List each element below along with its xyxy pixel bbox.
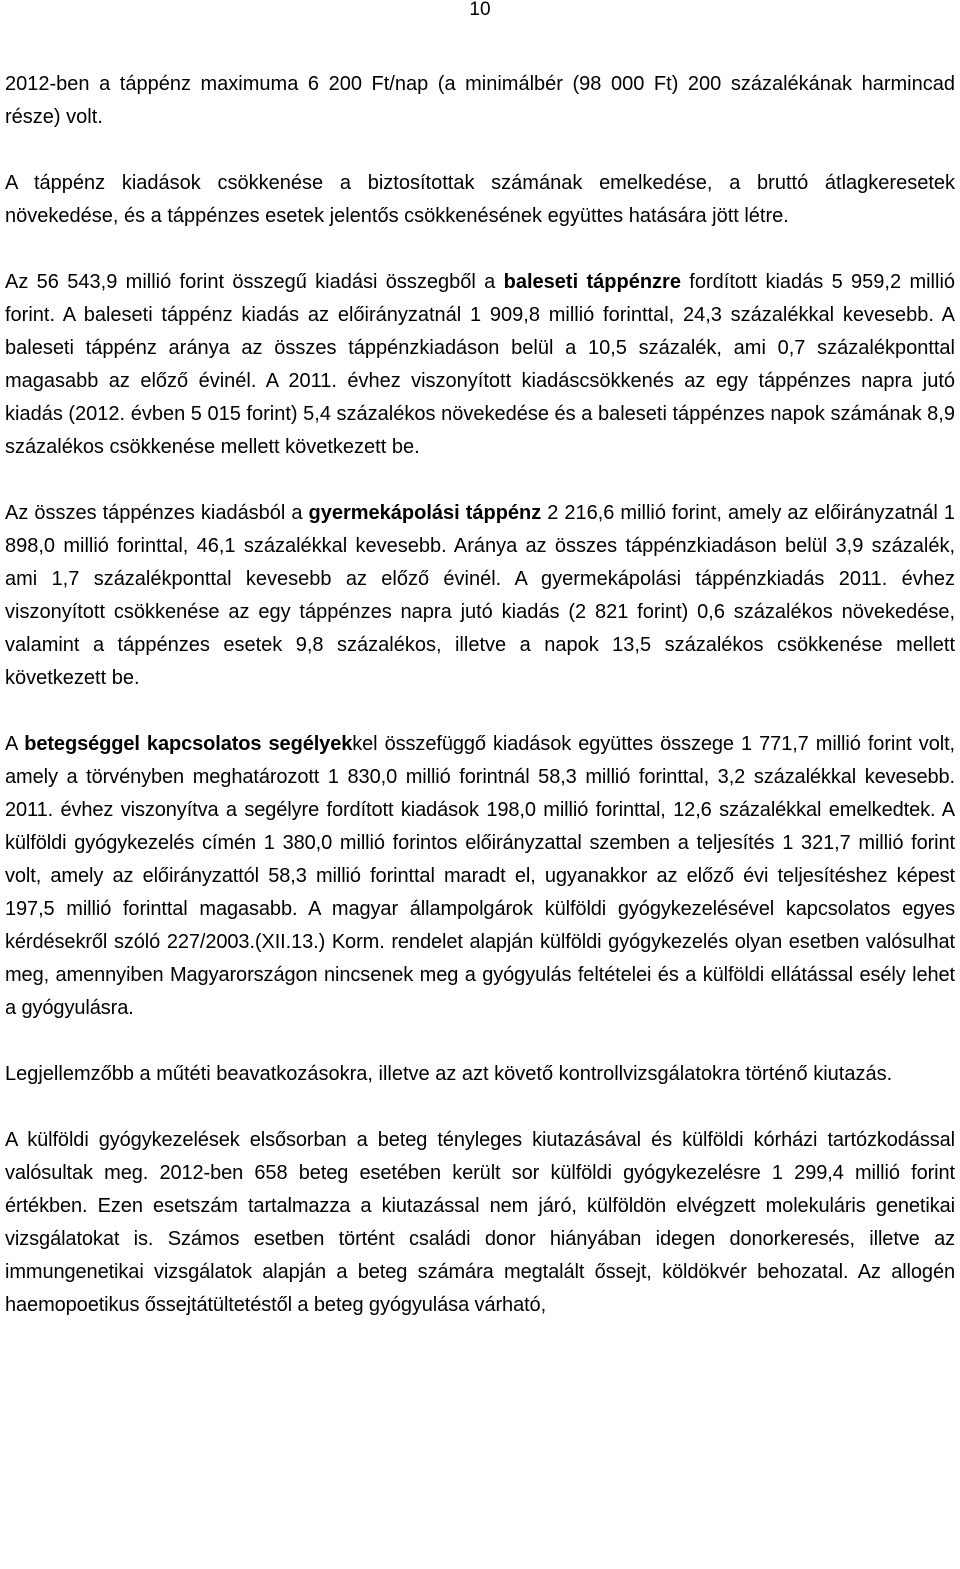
paragraph-text: A külföldi gyógykezelések elsősorban a beteg tényleges kiutazásával és külföldi kórházi tartózkodással valósultak meg. 2012-ben 658 beteg esetében került sor külföldi gyógykezelésre 1 299,4 millió forint értékben. Ezen esetszám tartalmazza a kiutazással nem járó, külföldön elvégzett molekuláris genetikai vizsgálatokat is. Számos esetben történt családi donor hiányában idegen donorkeresés, illetve az immungenetikai vizsgálatok alapján a beteg számára megtalált őssejt, köldökvér behozatal. Az allogén haemopoetikus őssejtátültetéstől a beteg gyógyulása várható,: [5, 1129, 955, 1316]
paragraph-childcare-sick-pay: [5, 497, 955, 695]
paragraph-text: A: [5, 733, 25, 755]
paragraph-text: 2 216,6 millió forint, amely az előirányzatnál 1 898,0 millió forinttal, 46,1 százalékkal kevesebb. Aránya az összes táppénzkiadáson belül 3,9 százalék, ami 1,7 százalékponttal kevesebb az előző évinél. A gyermekápolási táppénzkiadás 2011. évhez viszonyított csökkenése az egy táppénzes napra jutó kiadás (2 821 forint) 0,6 százalékos növekedése, valamint a táppénzes esetek 9,8 százalékos, illetve a napok 13,5 százalékos csökkenése mellett következett be.: [5, 502, 955, 689]
paragraph-sick-pay-decrease: [5, 167, 955, 233]
page-number: 10: [469, 0, 491, 20]
paragraph-surgery-travel: [5, 1058, 955, 1091]
paragraph-text: kel összefüggő kiadások együttes összege 1 771,7 millió forint volt, amely a törvényben meghatározott 1 830,0 millió forintnál 58,3 millió forinttal, 3,2 százalékkal kevesebb. 2011. évhez viszonyítva a segélyre fordított kiadások 198,0 millió forinttal, 12,6 százalékkal emelkedtek. A külföldi gyógykezelés címén 1 380,0 millió forintos előirányzattal szemben a teljesítés 1 321,7 millió forint volt, amely az előirányzattól 58,3 millió forinttal maradt el, ugyanakkor az előző évi teljesítéshez képest 197,5 millió forinttal magasabb. A magyar állampolgárok külföldi gyógykezelésével kapcsolatos egyes kérdésekről szóló 227/2003.(XII.13.) Korm. rendelet alapján külföldi gyógykezelés olyan esetben valósulhat meg, amennyiben Magyarországon nincsenek meg a gyógyulás feltételei és a külföldi ellátással esély lehet a gyógyulásra.: [5, 733, 955, 1019]
paragraph-sick-pay-maximum: [5, 68, 955, 134]
paragraph-accident-sick-pay: [5, 266, 955, 464]
paragraph-text: 2012-ben a táppénz maximuma 6 200 Ft/nap (a minimálbér (98 000 Ft) 200 százalékának harmincad része) volt.: [5, 73, 955, 128]
emphasis-accident-sick-pay: baleseti táppénzre: [503, 271, 681, 293]
emphasis-childcare-sick-pay: gyermekápolási táppénz: [308, 502, 542, 524]
paragraph-foreign-treatment: [5, 1124, 955, 1322]
paragraph-text: Az 56 543,9 millió forint összegű kiadási összegből a: [5, 271, 504, 293]
paragraph-illness-aid: [5, 728, 955, 1025]
paragraph-text: Legjellemzőbb a műtéti beavatkozásokra, illetve az azt követő kontrollvizsgálatokra történő kiutazás.: [5, 1063, 893, 1085]
emphasis-illness-aid: betegséggel kapcsolatos segélyek: [24, 733, 353, 755]
document-body: [5, 68, 955, 1355]
paragraph-text: fordított kiadás 5 959,2 millió forint. A baleseti táppénz kiadás az előirányzatnál 1 909,8 millió forinttal, 24,3 százalékkal kevesebb. A baleseti táppénz aránya az összes táppénzkiadáson belül a 10,5 százalék, ami 0,7 százalékponttal magasabb az előző évinél. A 2011. évhez viszonyított kiadáscsökkenés az egy táppénzes napra jutó kiadás (2012. évben 5 015 forint) 5,4 százalékos növekedése és a baleseti táppénzes napok számának 8,9 százalékos csökkenése mellett következett be.: [5, 271, 956, 458]
paragraph-text: A táppénz kiadások csökkenése a biztosítottak számának emelkedése, a bruttó átlagkeresetek növekedése, és a táppénzes esetek jelentős csökkenésének együttes hatására jött létre.: [5, 172, 955, 227]
paragraph-text: Az összes táppénzes kiadásból a: [5, 502, 309, 524]
